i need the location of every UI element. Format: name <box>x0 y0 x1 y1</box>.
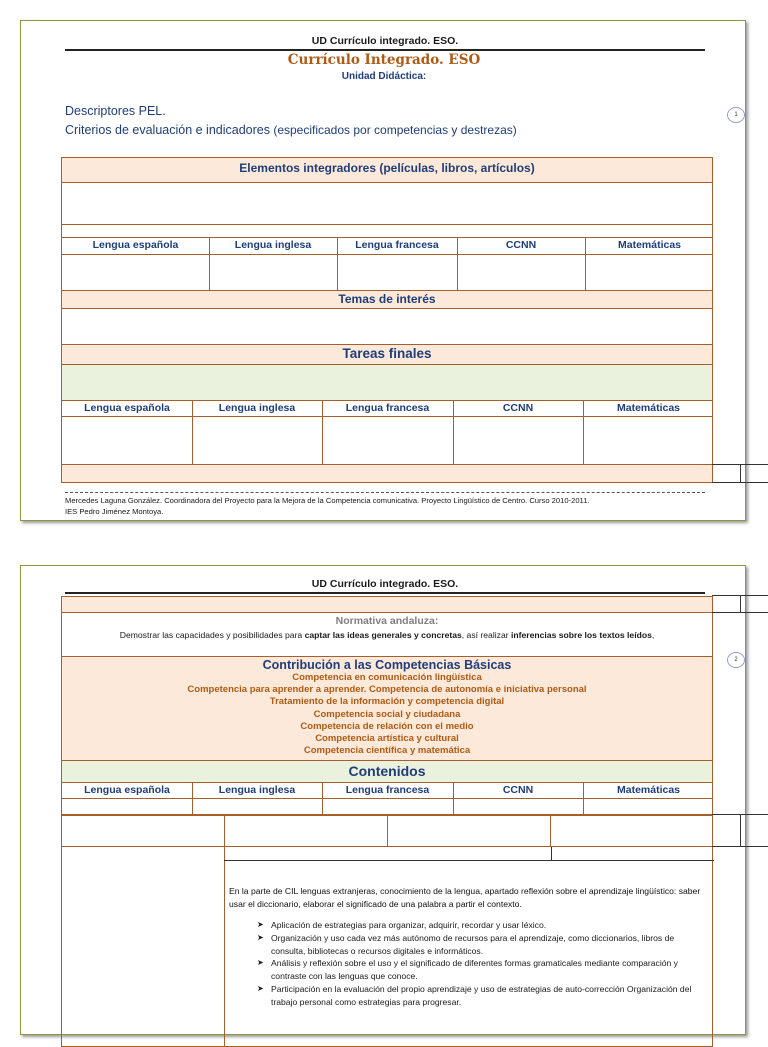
top-pink-row <box>61 596 713 613</box>
comment-marker[interactable]: 1 <box>727 107 745 123</box>
col-divider <box>551 847 552 860</box>
subjects-cells-row-2[interactable] <box>61 417 713 465</box>
cil-content <box>229 885 707 1009</box>
elementos-cell[interactable] <box>61 183 713 225</box>
normativa-bold2: inferencias sobre los textos leídos <box>510 630 652 640</box>
tareas-header: Tareas finales <box>61 345 713 365</box>
normativa-title: Normativa andaluza: <box>335 615 439 627</box>
competencia-item: Competencia en comunicación lingüística <box>292 672 482 683</box>
strategies-list <box>257 919 707 1009</box>
page-subtitle: Unidad Didáctica: <box>341 71 427 82</box>
competencia-item: Tratamiento de la información y competencia digital <box>269 696 505 708</box>
cil-text: En la parte de CIL lenguas extranjeras, conocimiento de la lengua, apartado reflexión sobre el aprendizaje lingüístico: saber usar el diccionario, elaborar el significado de una palabra a partir el contexto. <box>229 886 701 909</box>
table-overflow-line <box>712 612 768 613</box>
list-item: ➤ Organización y uso cada vez más autónomo de recursos para el aprendizaje, como diccionarios, libros de consulta, bibliotecas o recursos digitales e informáticos. <box>257 932 707 958</box>
page-header: UD Currículo integrado. ESO. <box>65 35 705 51</box>
list-item: ➤ Aplicación de estrategias para organizar, adquirir, recordar y usar léxico. <box>257 919 707 932</box>
col-divider <box>322 799 323 814</box>
col-divider <box>583 417 584 464</box>
col-divider <box>192 417 193 464</box>
competencia-item: Competencia científica y matemática <box>303 745 471 757</box>
table-overflow-line <box>712 482 768 483</box>
subject-label: Matemáticas <box>617 239 682 251</box>
competencia-item: Competencia para aprender a aprender. Competencia de autonomía e iniciativa personal <box>187 684 587 696</box>
table-overflow-line <box>740 464 741 482</box>
subject-label: Lengua francesa <box>345 784 430 796</box>
normativa-mid: , así realizar <box>461 630 511 640</box>
contenidos-header: Contenidos <box>61 761 713 783</box>
normativa-text <box>62 630 712 640</box>
subject-label: Matemáticas <box>616 402 681 414</box>
subject-label: Lengua española <box>92 239 179 251</box>
subjects-header-row-2 <box>61 401 713 417</box>
subject-label: Lengua española <box>84 784 170 796</box>
tareas-cell[interactable] <box>61 365 713 401</box>
contenidos-row-b <box>61 847 713 1047</box>
temas-header: Temas de interés <box>61 291 713 309</box>
competencia-item: Competencia de relación con el medio <box>300 720 474 732</box>
spacer-row <box>61 225 713 238</box>
competencia-item: Competencia artística y cultural <box>315 733 459 745</box>
col-divider <box>453 799 454 814</box>
competencia-item: Competencia social y ciudadana <box>313 708 461 720</box>
col-divider <box>322 417 323 464</box>
subject-label: Matemáticas <box>616 784 681 796</box>
final-pink-row <box>61 465 713 483</box>
page-title: Currículo Integrado. ESO <box>287 52 481 68</box>
normativa-end: , <box>651 630 655 640</box>
footer-line-2: IES Pedro Jiménez Montoya. <box>65 507 164 516</box>
contribucion-row <box>61 657 713 761</box>
table-overflow-line <box>740 595 741 612</box>
subject-label: Lengua inglesa <box>234 239 312 251</box>
comment-marker[interactable]: 2 <box>727 652 745 668</box>
criteria-main: Criterios de evaluación e indicadores <box>65 123 270 137</box>
page-header: UD Currículo integrado. ESO. <box>65 578 705 594</box>
subject-label: CCNN <box>502 784 534 796</box>
document-page-1 <box>20 20 746 521</box>
col-divider <box>337 255 338 290</box>
subject-label: CCNN <box>502 402 534 414</box>
list-item: ➤ Análisis y reflexión sobre el uso y el significado de diferentes formas gramaticales mediante comparación y contraste con las lenguas que conoce. <box>257 957 707 983</box>
subject-label: Lengua francesa <box>345 402 430 414</box>
col-divider <box>387 816 388 846</box>
table-overflow-line <box>712 846 768 847</box>
subjects-cells-row-1[interactable] <box>61 255 713 291</box>
criteria-paren: (especificados por competencias y destrezas) <box>269 123 517 137</box>
contenidos-row-a[interactable] <box>61 815 713 847</box>
col-divider <box>209 255 210 290</box>
col-divider <box>585 255 586 290</box>
col-divider <box>224 847 225 1046</box>
subject-label: Lengua española <box>84 402 170 414</box>
subjects-header-row <box>61 783 713 799</box>
col-divider <box>550 816 551 846</box>
normativa-pre: Demostrar las capacidades y posibilidades para <box>119 630 305 640</box>
subjects-cells-row[interactable] <box>61 799 713 815</box>
subject-label: CCNN <box>505 239 537 251</box>
col-divider <box>224 816 225 846</box>
subject-label: Lengua inglesa <box>218 402 296 414</box>
table-overflow-line <box>740 814 741 846</box>
col-divider <box>583 799 584 814</box>
elementos-header: Elementos integradores (películas, libros, artículos) <box>61 157 713 183</box>
list-item: ➤ Participación en la evaluación del propio aprendizaje y uso de estrategias de auto-corrección Organización del trabajo personal como estrategias para progresar. <box>257 983 707 1009</box>
normativa-row <box>61 613 713 657</box>
descriptors-heading: Descriptores PEL. <box>65 104 166 118</box>
col-divider <box>192 799 193 814</box>
footer-line-1: Mercedes Laguna González. Coordinadora del Proyecto para la Mejora de la Competencia comunicativa. Proyecto Lingüístico de Centro. Curso 2010-2011. <box>65 496 590 505</box>
inner-row <box>224 847 714 861</box>
normativa-bold: captar las ideas generales y concretas <box>304 630 462 640</box>
document-page-2 <box>20 565 746 1035</box>
col-divider <box>457 255 458 290</box>
temas-cell[interactable] <box>61 309 713 345</box>
subjects-header-row-1 <box>61 238 713 255</box>
criteria-heading <box>65 123 517 137</box>
col-divider <box>453 417 454 464</box>
page-footer <box>65 492 705 517</box>
contribucion-title: Contribución a las Competencias Básicas <box>262 658 512 672</box>
subject-label: Lengua inglesa <box>218 784 296 796</box>
subject-label: Lengua francesa <box>355 239 439 251</box>
